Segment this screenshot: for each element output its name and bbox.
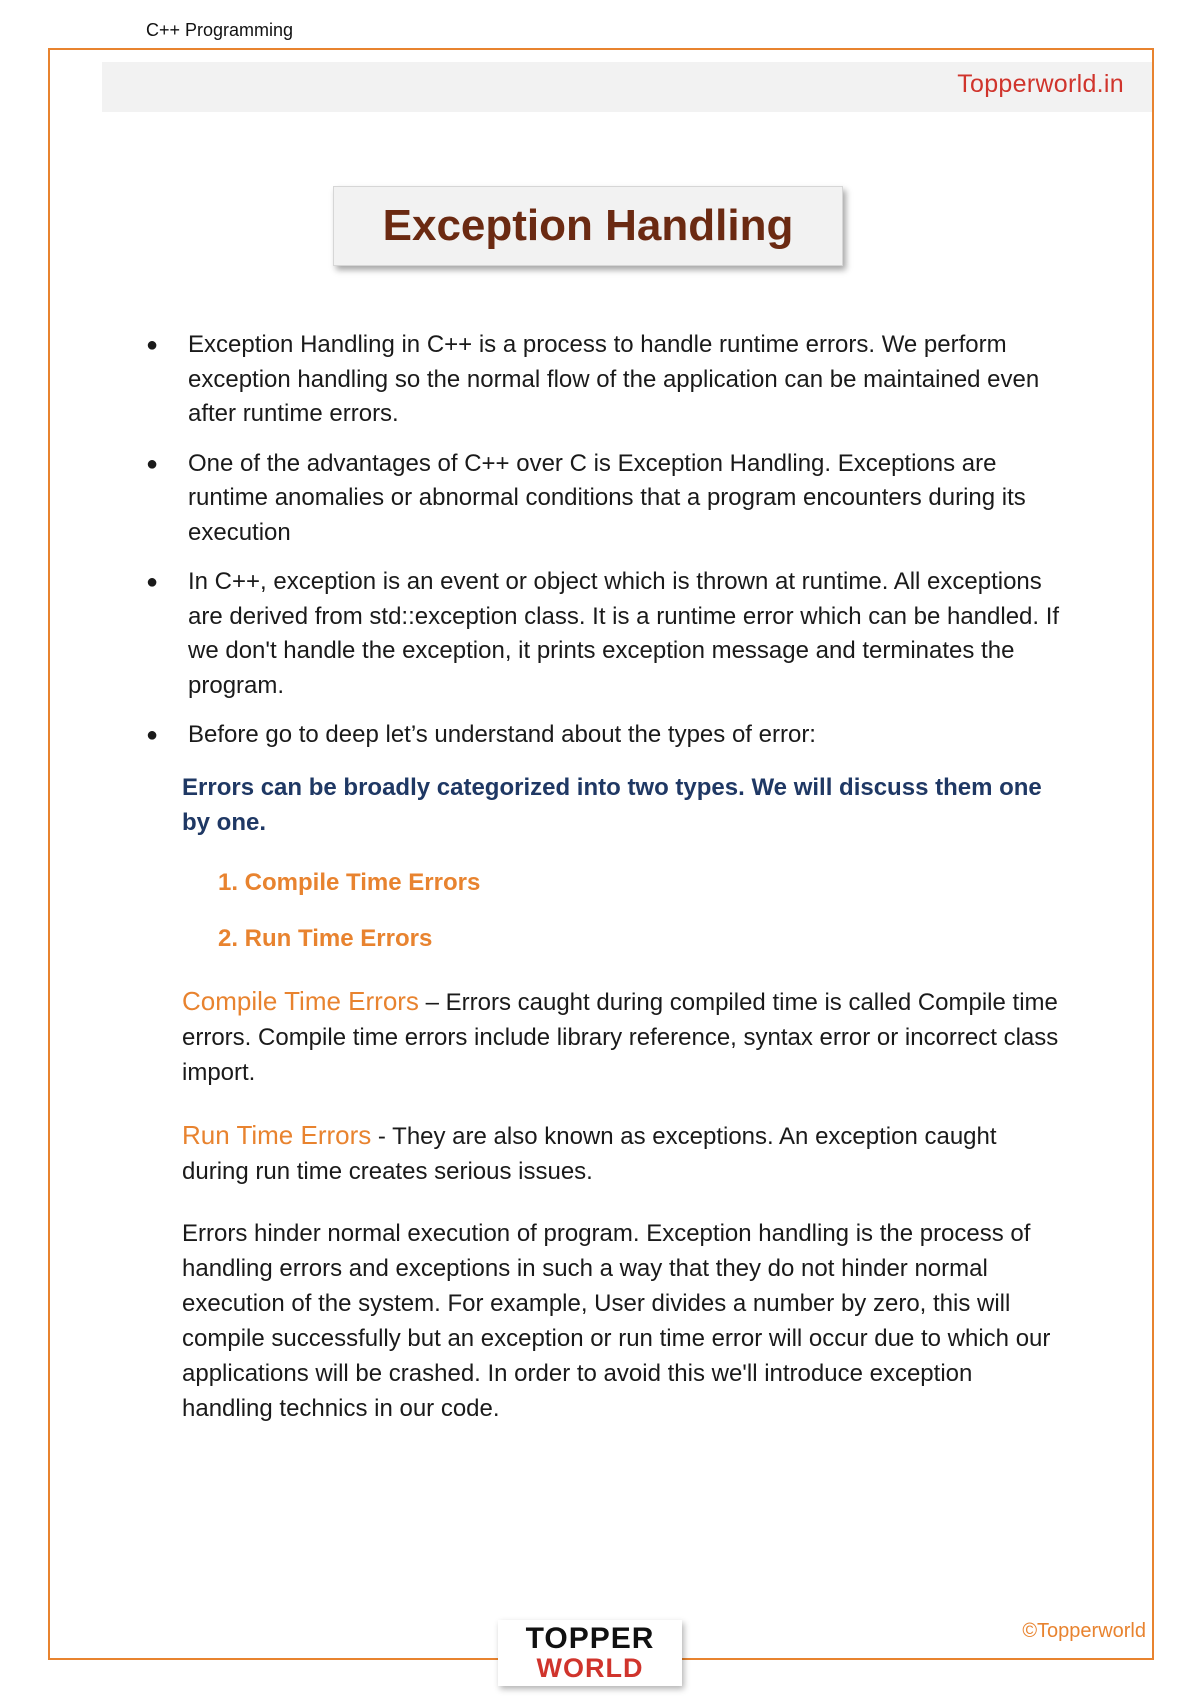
compile-time-text: – Errors caught during compiled time is called Compile time errors. Compile time errors include library reference, syntax error or incorrect class import.	[182, 989, 1059, 1086]
bullet-item	[146, 565, 1066, 703]
topperworld-logo	[498, 1620, 682, 1686]
error-type-item: 2. Run Time Errors	[218, 925, 433, 952]
compile-time-paragraph	[182, 984, 1062, 1090]
bullet-text: Before go to deep let’s understand about the types of error:	[188, 721, 816, 748]
title-box	[333, 186, 843, 266]
site-link[interactable]: Topperworld.in	[957, 70, 1124, 98]
site-banner	[102, 62, 1152, 112]
bullet-list	[146, 328, 1066, 768]
run-time-text: - They are also known as exceptions. An exception caught during run time creates serious issues.	[182, 1123, 997, 1185]
document-header-label: C++ Programming	[146, 20, 294, 40]
bullet-item	[146, 718, 1066, 753]
bullet-dot-icon: ●	[146, 334, 159, 356]
error-type-item: 1. Compile Time Errors	[218, 869, 481, 896]
bullet-text: In C++, exception is an event or object which is thrown at runtime. All exceptions are derived from std::exception class. It is a runtime error which can be handled. If we don't handle the exception, it prints exception message and terminates the program.	[188, 568, 1060, 699]
bullet-item	[146, 328, 1066, 432]
bullet-dot-icon: ●	[146, 724, 159, 746]
copyright-text: ©Topperworld	[1022, 1620, 1146, 1642]
error-types-list	[218, 866, 480, 978]
run-time-paragraph	[182, 1118, 1062, 1189]
bullet-text: Exception Handling in C++ is a process to handle runtime errors. We perform exception handling so the normal flow of the application can be maintained even after runtime errors.	[188, 331, 1040, 427]
run-time-label: Run Time Errors	[182, 1120, 372, 1150]
bullet-dot-icon: ●	[146, 571, 159, 593]
bullet-dot-icon: ●	[146, 452, 159, 475]
logo-bottom-text: WORLD	[536, 1653, 644, 1683]
page-title: Exception Handling	[382, 201, 794, 250]
logo-top-text: TOPPER	[525, 1622, 655, 1655]
closing-paragraph: Errors hinder normal execution of program. Exception handling is the process of handling errors and exceptions in such a way that they do not hinder normal execution of the system. For example, User divides a number by zero, this will compile successfully but an exception or run time error will occur due to which our applications will be crashed. In order to avoid this we'll introduce exception handling technics in our code.	[182, 1220, 1051, 1422]
bullet-text: One of the advantages of C++ over C is Exception Handling. Exceptions are runtime anomalies or abnormal conditions that a program encounters during its execution	[188, 449, 1026, 546]
bullet-item	[146, 447, 1066, 551]
error-intro: Errors can be broadly categorized into two types. We will discuss them one by one.	[182, 774, 1042, 836]
compile-time-label: Compile Time Errors	[182, 986, 419, 1016]
